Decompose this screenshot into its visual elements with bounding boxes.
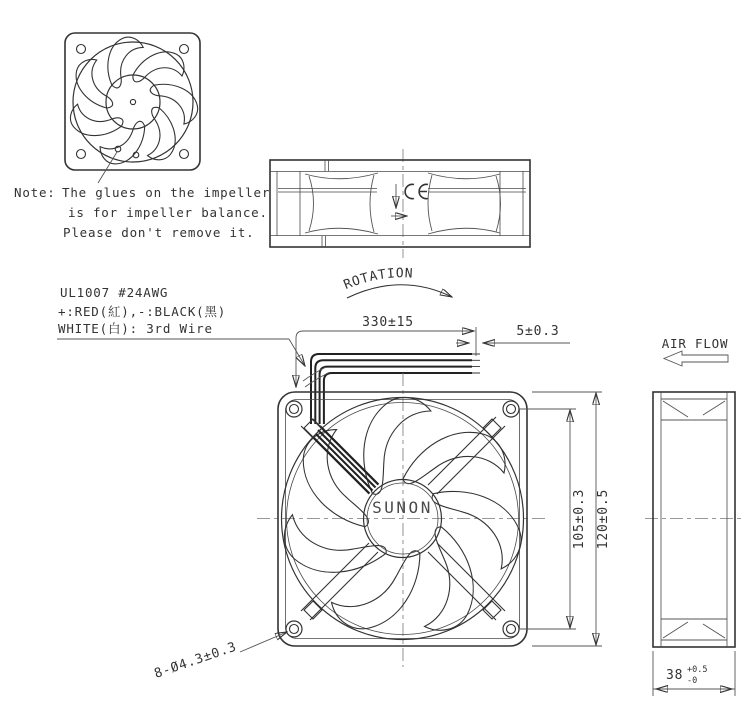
- dim-depth-text: [666, 657, 718, 686]
- front-view: [257, 373, 548, 667]
- side-seam-ticks: [322, 160, 329, 247]
- corner-diamond-cutouts: [304, 419, 501, 619]
- ce-letter-c: [405, 184, 414, 198]
- side-blade-profile-left: [305, 173, 378, 234]
- front-frame-inner: [286, 400, 520, 639]
- dim-wire-length: [296, 315, 476, 387]
- bundle-wire-1: [314, 438, 370, 494]
- strut-tl: [301, 417, 378, 494]
- dim-mounting-holes: [152, 632, 287, 682]
- dim-frame-size-text: 120±0.5: [596, 488, 611, 550]
- wire-spec-line-1: UL1007 #24AWG: [60, 285, 169, 300]
- dim-hole-pitch-ext: [520, 409, 576, 629]
- brand-label: SUNON: [372, 498, 433, 517]
- ce-letter-e: [419, 184, 428, 198]
- side-hub-seams: [278, 189, 526, 193]
- wire-spec-leader: [289, 339, 305, 366]
- hole-br-inner: [507, 625, 516, 634]
- wire-1: [311, 354, 472, 424]
- right-view-side-walls: [661, 392, 727, 647]
- rear-hole-tr: [180, 45, 189, 54]
- rotation-label-text: ROTATION: [341, 266, 414, 294]
- dim-hole-pitch-text: 105±0.3: [572, 488, 587, 550]
- note-line-1: The glues on the impeller: [62, 185, 271, 200]
- strut-br: [428, 543, 505, 620]
- dim-depth-plus-tol: +0.5: [687, 665, 708, 675]
- right-view-top-venturi: [661, 399, 727, 420]
- hole-tr: [503, 401, 519, 417]
- right-side-view: [645, 392, 743, 647]
- hole-bl-inner: [290, 625, 299, 634]
- rear-view: [65, 31, 204, 183]
- side-view-outline: [270, 160, 530, 247]
- strut-bl: [301, 543, 378, 620]
- strut-tr: [428, 417, 505, 494]
- dim-mounting-holes-leader: [240, 632, 287, 652]
- dim-wire-length-hook: [296, 331, 303, 338]
- air-flow-arrow-icon: [664, 351, 728, 366]
- hole-bl: [286, 621, 302, 637]
- wire-3: [320, 367, 472, 424]
- rear-frame: [65, 33, 200, 170]
- wire-stripped-tips: [472, 354, 480, 373]
- ce-mark-icon: [405, 184, 428, 198]
- dim-depth: [653, 651, 735, 696]
- dim-strip-text: 5±0.3: [516, 324, 560, 339]
- hole-tl: [286, 401, 302, 417]
- dim-hole-pitch: [520, 409, 587, 629]
- dim-mounting-holes-text: 8-Ø4.3±0.3: [152, 639, 239, 682]
- wire-spec: [57, 285, 305, 366]
- dim-wire-length-text: 330±15: [362, 315, 414, 330]
- air-flow-annotation: [662, 336, 729, 366]
- dim-frame-size-ext: [532, 392, 602, 646]
- rear-hole-bl: [77, 150, 86, 159]
- rear-hub-center: [130, 99, 135, 104]
- wire-spec-line-2: +:RED(紅),-:BLACK(黑): [58, 304, 227, 319]
- dim-depth-minus-tol: -0: [687, 676, 698, 686]
- dim-depth-value: 38: [666, 668, 684, 683]
- lead-wires: [303, 354, 480, 424]
- air-flow-label: AIR FLOW: [661, 336, 729, 351]
- hole-tr-inner: [507, 405, 516, 414]
- rear-hub: [106, 75, 160, 129]
- rear-hole-tl: [77, 45, 86, 54]
- rotation-annotation: [342, 266, 452, 298]
- note-line-2: is for impeller balance.: [68, 205, 268, 220]
- front-frame: [278, 392, 527, 646]
- note-line-3: Please don't remove it.: [63, 225, 255, 240]
- rotation-label: [342, 266, 414, 293]
- side-blade-profile-right: [428, 173, 501, 234]
- hole-br: [503, 621, 519, 637]
- hole-tl-inner: [290, 405, 299, 414]
- right-view-outline: [653, 392, 735, 647]
- bundle-wire-4: [320, 426, 379, 485]
- impeller-note: [14, 185, 270, 240]
- rear-hole-br: [180, 150, 189, 159]
- right-view-bottom-venturi: [661, 619, 727, 640]
- side-view-top: [270, 149, 530, 258]
- note-prefix: Note:: [14, 185, 56, 200]
- dim-strip-length: [456, 324, 570, 343]
- wire-spec-line-3: WHITE(白): 3rd Wire: [58, 321, 213, 336]
